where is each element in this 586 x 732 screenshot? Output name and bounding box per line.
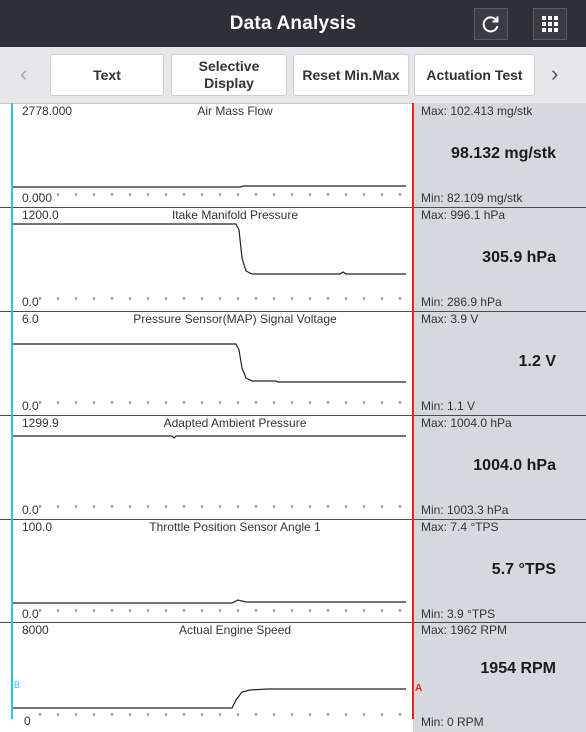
min-value: Min: 286.9 hPa bbox=[421, 295, 502, 309]
chevron-left-icon[interactable]: ‹ bbox=[20, 61, 28, 86]
min-value: Min: 0 RPM bbox=[421, 715, 484, 729]
max-value: Max: 7.4 °TPS bbox=[421, 520, 499, 534]
max-value: Max: 3.9 V bbox=[421, 312, 479, 326]
trace-throttle-position bbox=[12, 600, 406, 603]
trace-air-mass-flow bbox=[12, 186, 406, 187]
parameter-name: Itake Manifold Pressure bbox=[171, 208, 299, 222]
min-value: Min: 1.1 V bbox=[421, 399, 476, 413]
reset-min-max-button[interactable]: Reset Min.Max bbox=[293, 54, 409, 96]
max-value: Max: 1004.0 hPa bbox=[421, 416, 512, 430]
cursor-b-label: B bbox=[14, 680, 21, 690]
min-value: Min: 3.9 °TPS bbox=[421, 607, 496, 621]
cursor-a-label: A bbox=[415, 683, 423, 694]
parameter-name: Throttle Position Sensor Angle 1 bbox=[149, 520, 321, 534]
current-value: 1.2 V bbox=[518, 353, 556, 370]
page-title: Data Analysis bbox=[229, 13, 357, 34]
scale-max: 8000 bbox=[22, 623, 49, 637]
scale-min: 0.000 bbox=[22, 191, 53, 205]
current-value: 98.132 mg/stk bbox=[451, 145, 556, 162]
trace-map-signal-voltage bbox=[12, 344, 406, 382]
scale-min: 0.0 bbox=[22, 607, 39, 621]
chevron-right-icon[interactable]: › bbox=[551, 61, 559, 86]
trace-engine-speed bbox=[12, 689, 406, 708]
trace-ambient-pressure bbox=[12, 436, 406, 438]
parameter-name: Pressure Sensor(MAP) Signal Voltage bbox=[133, 312, 337, 326]
cursor-a-line[interactable] bbox=[412, 103, 414, 719]
parameter-name: Air Mass Flow bbox=[197, 104, 273, 118]
selective-display-button[interactable]: Selective Display bbox=[171, 54, 287, 96]
parameter-name: Adapted Ambient Pressure bbox=[163, 416, 307, 430]
current-value: 5.7 °TPS bbox=[491, 561, 556, 578]
min-value: Min: 1003.3 hPa bbox=[421, 503, 509, 517]
min-value: Min: 82.109 mg/stk bbox=[421, 191, 523, 205]
scale-max: 1200.0 bbox=[22, 208, 59, 222]
scale-max: 1299.9 bbox=[22, 416, 59, 430]
scale-min: 0.0 bbox=[22, 295, 39, 309]
scale-min: 0.0 bbox=[22, 399, 39, 413]
parameter-name: Actual Engine Speed bbox=[178, 623, 292, 637]
scale-min: 0 bbox=[24, 714, 31, 728]
max-value: Max: 996.1 hPa bbox=[421, 208, 506, 222]
scale-max: 6.0 bbox=[22, 312, 39, 326]
current-value: 1004.0 hPa bbox=[473, 457, 556, 474]
actuation-test-button[interactable]: Actuation Test bbox=[414, 54, 535, 96]
scale-max: 2778.000 bbox=[22, 104, 73, 118]
current-value: 1954 RPM bbox=[480, 660, 556, 677]
scale-min: 0.0 bbox=[22, 503, 39, 517]
time-axis-ticks bbox=[40, 193, 400, 716]
max-value: Max: 102.413 mg/stk bbox=[421, 104, 533, 118]
max-value: Max: 1962 RPM bbox=[421, 623, 508, 637]
trace-intake-manifold-pressure bbox=[12, 224, 406, 274]
cursor-b-line[interactable] bbox=[11, 103, 13, 719]
text-button[interactable]: Text bbox=[50, 54, 164, 96]
current-value: 305.9 hPa bbox=[482, 249, 556, 266]
scale-max: 100.0 bbox=[22, 520, 53, 534]
